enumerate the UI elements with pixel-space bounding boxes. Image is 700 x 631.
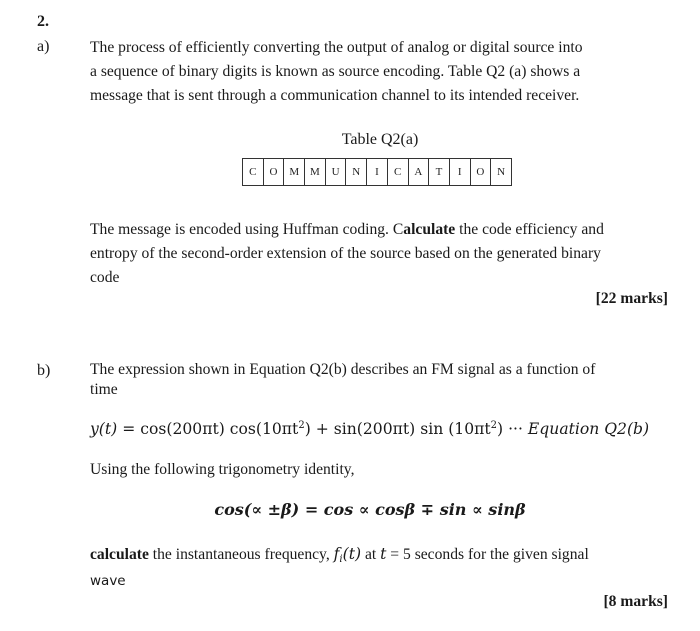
task-text: The message is encoded using Huffman coding. C [90,221,404,238]
part-b-intro-line-1: The expression shown in Equation Q2(b) describes an FM signal as a function of [90,361,596,378]
message-cell: U [325,159,346,186]
part-a-intro-line-2: a sequence of binary digits is known as source encoding. Table Q2 (a) shows a [90,63,581,80]
part-b-label: b) [37,362,51,379]
part-a-task-line-1 [90,218,672,242]
part-a-task-line-2: entropy of the second-order extension of the source based on the generated binary [90,245,601,262]
message-cell: M [284,159,305,186]
equation-label: Equation Q2(b) [527,420,650,438]
fm-equation [90,420,649,438]
message-cell: O [263,159,284,186]
message-table-row [243,159,512,186]
equation-term-2: ) + sin(200πt) sin (10πt [304,420,491,438]
task-text: the code efficiency and [455,221,604,238]
equation-close: ) [497,420,504,438]
part-a-intro-line-3: message that is sent through a communication channel to its intended receiver. [90,87,580,104]
part-a-intro [90,36,672,108]
message-cell: C [387,159,408,186]
trig-identity: cos(∝ ±β) = cos ∝ cosβ ∓ sin ∝ sinβ [214,500,526,519]
message-cell: N [491,159,512,186]
part-a-task [90,218,672,290]
part-b-task-line-1 [90,541,672,568]
message-cell: I [449,159,470,186]
part-b-intro [90,360,672,400]
equation-exponent: 2 [298,420,305,431]
time-variable: t [380,545,387,563]
task-keyword: calculate [90,546,149,563]
message-cell: N [346,159,367,186]
part-b-task-line-2: wave [90,573,126,589]
instantaneous-frequency-symbol: $f_i(t)$ [333,545,362,565]
equation-term-1: cos(200πt) cos(10πt [140,420,299,438]
part-b-intro-line-2: time [90,381,118,398]
part-b-marks: [8 marks] [603,593,668,610]
task-text: the instantaneous frequency, [148,546,334,563]
message-cell: C [243,159,264,186]
task-text: = 5 seconds for the given signal [386,546,589,563]
part-a-label: a) [37,38,50,55]
task-keyword: alculate [403,221,456,238]
question-number: 2. [37,13,49,30]
message-cell: T [429,159,450,186]
part-a-marks: [22 marks] [595,290,668,307]
equation-exponent: 2 [490,420,498,431]
part-a-task-line-3: code [90,269,120,286]
message-cell: M [305,159,326,186]
task-text: at [361,546,381,563]
equation-lhs: y(t) [90,420,118,438]
equation-equals: = [117,420,141,438]
message-table [242,158,512,186]
table-caption: Table Q2(a) [341,131,419,148]
part-b-task [90,541,672,594]
identity-intro: Using the following trigonometry identity, [90,461,355,478]
message-cell: I [367,159,388,186]
equation-ellipsis: ··· [503,420,528,438]
part-a-intro-line-1: The process of efficiently converting the output of analog or digital source into [90,39,583,56]
message-cell: O [470,159,491,186]
message-cell: A [408,159,429,186]
